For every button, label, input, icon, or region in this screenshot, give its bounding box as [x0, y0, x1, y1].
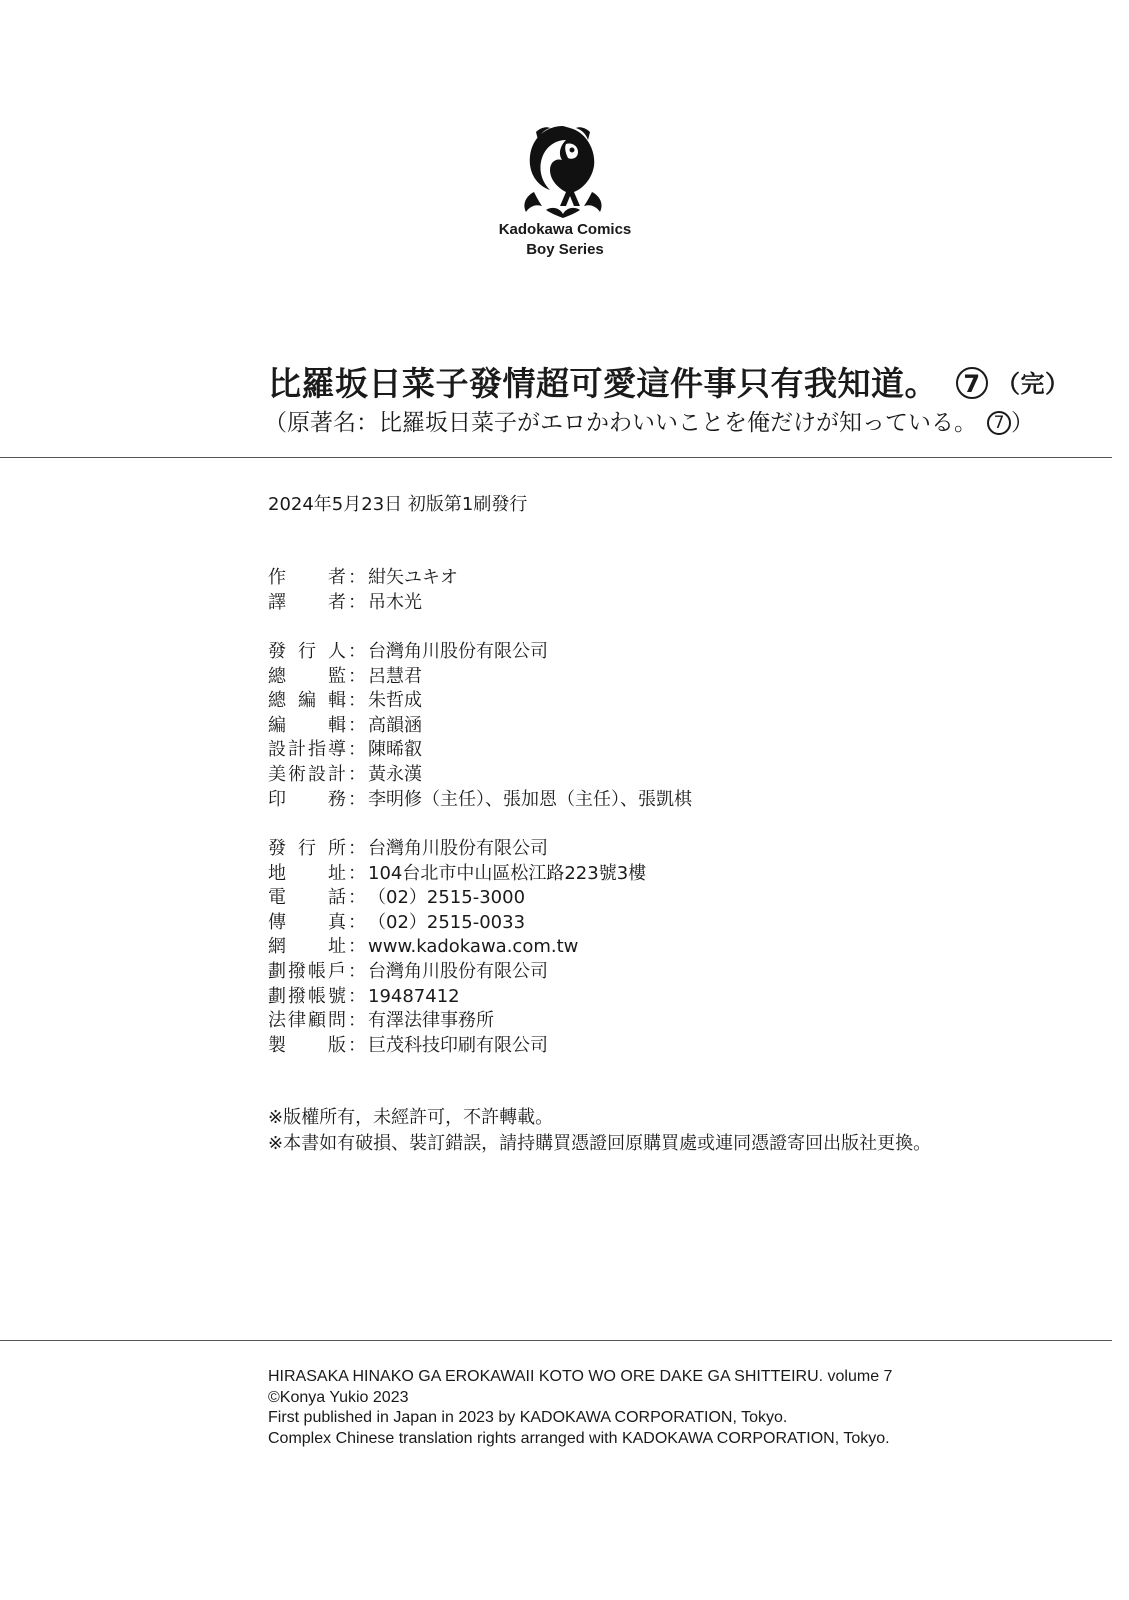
credit-row: [268, 935, 646, 960]
publisher-credits: [268, 837, 646, 1058]
english-credits: [268, 1367, 892, 1449]
credit-row: [268, 862, 646, 887]
credit-row: [268, 689, 692, 714]
credit-colon: ：: [348, 985, 366, 1007]
top-divider: [0, 457, 1112, 458]
credit-label: 劃撥帳號: [268, 985, 346, 1007]
credit-colon: ：: [348, 936, 366, 958]
credit-value: 李明修（主任）、張加恩（主任）、張凱棋: [368, 788, 692, 810]
credit-colon: ：: [348, 1010, 366, 1032]
credit-label: 作者: [268, 567, 346, 588]
credit-row: [268, 911, 646, 936]
credit-row: [268, 960, 646, 985]
imprint-line-2: Boy Series: [526, 241, 604, 258]
website-link[interactable]: www.kadokawa.com.tw: [368, 936, 579, 958]
credit-colon: ：: [348, 641, 366, 662]
imprint-label: [470, 220, 660, 260]
credit-value: 吊木光: [368, 591, 422, 613]
credit-value: 巨茂科技印刷有限公司: [368, 1034, 548, 1056]
credit-label: 電話: [268, 887, 346, 909]
publication-date: 2024年5月23日 初版第1刷發行: [268, 494, 528, 515]
credit-value: （02）2515-3000: [368, 887, 526, 909]
credit-row: [268, 985, 646, 1010]
author-credits: [268, 566, 458, 615]
credit-row: [268, 738, 692, 763]
original-title-text: （原著名：比羅坂日菜子がエロかわいいことを俺だけが知っている。: [264, 410, 977, 436]
credit-colon: ：: [348, 763, 366, 785]
credit-row: [268, 788, 692, 813]
book-title-text: 比羅坂日菜子發情超可愛這件事只有我知道。: [268, 364, 938, 403]
credit-value: 台灣角川股份有限公司: [368, 641, 548, 662]
staff-credits: [268, 640, 692, 812]
credit-value: 陳晞叡: [368, 739, 422, 761]
credit-label: 譯者: [268, 591, 346, 613]
credit-row: [268, 1009, 646, 1034]
return-note: ※本書如有破損、裝訂錯誤，請持購買憑證回原購買處或連同憑證寄回出版社更換。: [268, 1133, 932, 1154]
copyright-notes: [268, 1105, 931, 1157]
credit-label: 製版: [268, 1034, 346, 1056]
credit-row: [268, 640, 692, 665]
credit-value: 紺矢ユキオ: [368, 567, 458, 588]
copyright-note: ※版權所有，未經許可，不許轉載。: [268, 1107, 554, 1128]
credit-value: 104台北市中山區松江路223號3樓: [368, 862, 647, 884]
credit-label: 總監: [268, 665, 346, 687]
credit-label: 編輯: [268, 714, 346, 736]
credit-row: [268, 714, 692, 739]
credit-colon: ：: [348, 665, 366, 687]
book-title: [268, 358, 1070, 405]
credit-label: 法律顧問: [268, 1010, 346, 1032]
imprint-line-1: Kadokawa Comics: [498, 221, 632, 238]
credit-value: 朱哲成: [368, 690, 422, 712]
credit-label: 網址: [268, 936, 346, 958]
original-volume-circle: 7: [987, 411, 1011, 435]
credit-label: 美術設計: [268, 763, 346, 785]
credit-colon: ：: [348, 788, 366, 810]
credit-value: 黃永漢: [368, 763, 422, 785]
credit-value: 有澤法律事務所: [368, 1010, 494, 1032]
credit-label: 發行所: [268, 838, 346, 859]
credit-label: 發行人: [268, 641, 346, 662]
credit-value: 19487412: [368, 985, 460, 1007]
credit-label: 劃撥帳戶: [268, 960, 346, 982]
english-credit-line: HIRASAKA HINAKO GA EROKAWAII KOTO WO ORE DAKE GA SHITTEIRU. volume 7: [268, 1368, 893, 1385]
credit-label: 地址: [268, 862, 346, 884]
original-title: [264, 404, 1034, 437]
credit-colon: ：: [348, 739, 366, 761]
volume-number-circle: 7: [956, 367, 988, 399]
credit-colon: ：: [348, 567, 366, 588]
credit-value: 台灣角川股份有限公司: [368, 960, 548, 982]
phoenix-logo-icon: [516, 118, 610, 226]
completed-mark: （完）: [996, 370, 1070, 398]
credit-colon: ：: [348, 591, 366, 613]
credit-colon: ：: [348, 690, 366, 712]
original-title-close: ）: [1011, 410, 1034, 436]
credit-row: [268, 591, 458, 616]
credit-value: （02）2515-0033: [368, 911, 526, 933]
credit-colon: ：: [348, 911, 366, 933]
credit-colon: ：: [348, 714, 366, 736]
english-credit-line: ©Konya Yukio 2023: [268, 1388, 409, 1406]
credit-label: 設計指導: [268, 739, 346, 761]
credit-label: 總編輯: [268, 690, 346, 712]
credit-row: [268, 886, 646, 911]
credit-label: 傳真: [268, 911, 346, 933]
credit-colon: ：: [348, 960, 366, 982]
credit-colon: ：: [348, 887, 366, 909]
english-credit-line: First published in Japan in 2023 by KADOKAWA CORPORATION, Tokyo.: [268, 1409, 788, 1426]
credit-row: [268, 763, 692, 788]
credit-label: 印務: [268, 788, 346, 810]
credit-value: 呂慧君: [368, 665, 422, 687]
credit-row: [268, 566, 458, 591]
bottom-divider: [0, 1340, 1112, 1341]
credit-colon: ：: [348, 838, 366, 859]
credit-row: [268, 1034, 646, 1059]
credit-colon: ：: [348, 862, 366, 884]
english-credit-line: Complex Chinese translation rights arranged with KADOKAWA CORPORATION, Tokyo.: [268, 1429, 890, 1447]
credit-colon: ：: [348, 1034, 366, 1056]
credit-row: [268, 837, 646, 862]
credit-value: 台灣角川股份有限公司: [368, 838, 548, 859]
credit-value: 高韻涵: [368, 714, 422, 736]
credit-row: [268, 665, 692, 690]
